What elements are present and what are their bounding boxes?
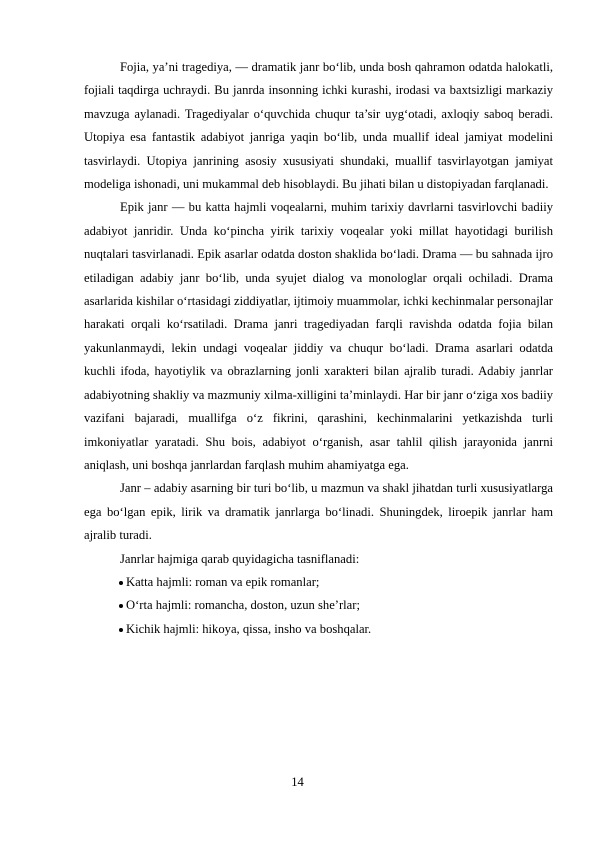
page-number: 14 [291, 775, 304, 789]
list-item-text: Katta hajmli: roman va epik romanlar; [126, 574, 320, 589]
list-item [84, 594, 553, 617]
paragraph-genre-definition: Janr – adabiy asarning bir turi bo‘lib, u mazmun va shakl jihatdan turli xususiyatlarga ega bo‘lgan epik, lirik va dramatik janrlarga bo‘linadi. Shuningdek, liroepik janrlar ham ajralib turadi. [84, 481, 553, 543]
genre-size-list [84, 571, 553, 641]
paragraph-epic-drama: Epik janr — bu katta hajmli voqealarni, muhim tarixiy davrlarni tasvirlovchi badiiy adabiyot janridir. Unda ko‘pincha yirik tarixiy voqealar yoki millat hayotidagi burilish nuqtalari tasvirlanadi. Epik asarlar odatda doston shaklida bo‘ladi. Drama — bu sahnada ijro etiladigan adabiy janr bo‘lib, unda syujet dialog va monologlar orqali ochiladi. Drama asarlarida kishilar o‘rtasidagi ziddiyatlar, ijtimoiy muammolar, ichki kechinmalar personajlar harakati orqali ko‘rsatiladi. Drama janri tragediyadan farqli ravishda odatda fojia bilan yakunlanmaydi, lekin undagi voqealar jiddiy va chuqur bo‘ladi. Drama asarlari odatda kuchli ifoda, hayotiylik va obrazlarning jonli xarakteri bilan ajralib turadi. Adabiy janrlar adabiyotning shakliy va mazmuniy xilma-xilligini ta’minlaydi. Har bir janr o‘ziga xos badiiy vazifani bajaradi, muallifga o‘z fikrini, qarashini, kechinmalarini yetkazishda turli imkoniyatlar yaratadi. Shu bois, adabiyot o‘rganish, asar tahlil qilish jarayonida janrni aniqlash, uni boshqa janrlardan farqlash muhim ahamiyatga ega. [84, 200, 553, 472]
list-item [84, 618, 553, 641]
list-intro: Janrlar hajmiga qarab quyidagicha tasniflanadi: [120, 551, 360, 566]
paragraph-tragedy-utopia: Fojia, ya’ni tragediya, — dramatik janr bo‘lib, unda bosh qahramon odatda halokatli, fojiali taqdirga uchraydi. Bu janrda insonning ichki kurashi, irodasi va baxtsizligi markaziy mavzuga aylanadi. Tragediyalar o‘quvchida chuqur ta’sir uyg‘otadi, axloqiy saboq beradi. Utopiya esa fantastik adabiyot janriga yaqin bo‘lib, unda muallif ideal jamiyat modelini tasvirlaydi. Utopiya janrining asosiy xususiyati shundaki, muallif tasvirlayotgan jamiyat modeliga ishonadi, uni mukammal deb hisoblaydi. Bu jihati bilan u distopiyadan farqlanadi. [84, 60, 553, 192]
list-item-text: Kichik hajmli: hikoya, qissa, insho va boshqalar. [126, 621, 372, 636]
body-text [84, 56, 553, 641]
bullet-icon [119, 581, 123, 585]
bullet-icon [119, 604, 123, 608]
list-item [84, 571, 553, 594]
list-item-text: O‘rta hajmli: romancha, doston, uzun she’rlar; [126, 598, 360, 613]
bullet-icon [119, 628, 123, 632]
